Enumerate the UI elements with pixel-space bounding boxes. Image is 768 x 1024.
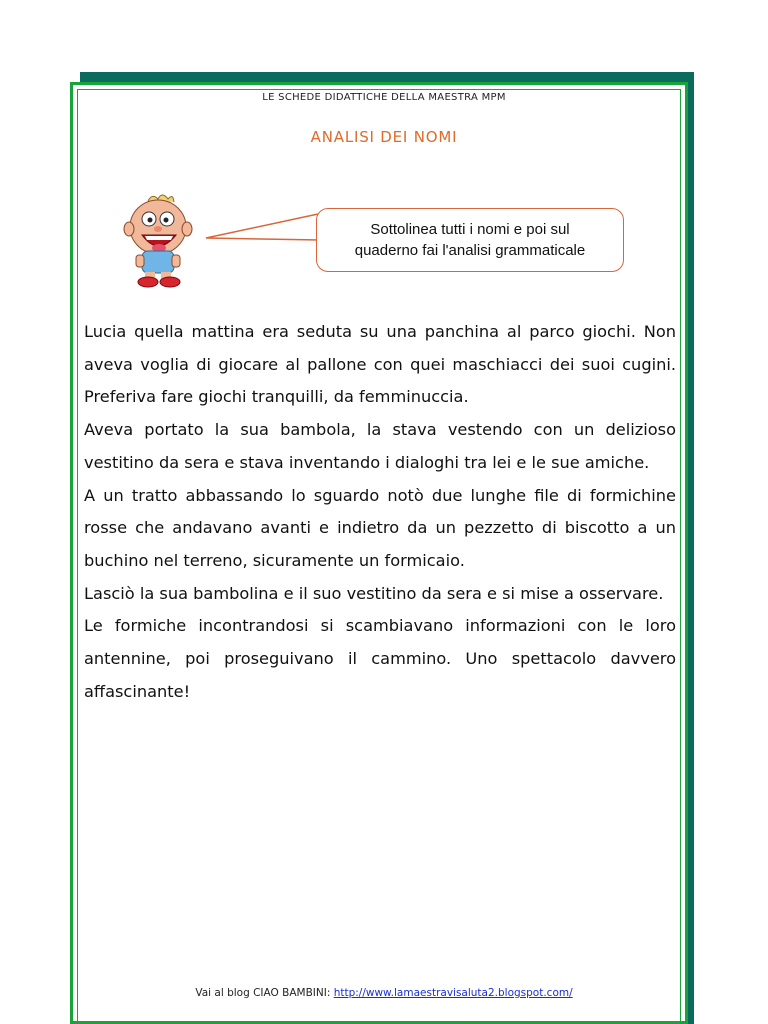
instruction-line-1: Sottolinea tutti i nomi e poi sul xyxy=(370,221,570,238)
blog-link[interactable]: http://www.lamaestravisaluta2.blogspot.com/ xyxy=(333,987,573,999)
story-paragraph: Aveva portato la sua bambola, la stava vestendo con un delizioso vestitino da sera e stava inventando i dialoghi tra lei e le sue amiche. xyxy=(84,420,676,472)
page-title: ANALISI DEI NOMI xyxy=(310,128,458,146)
story-paragraph: A un tratto abbassando lo sguardo notò due lunghe file di formichine rosse che andavano avanti e indietro da un pezzetto di biscotto a un buchino nel terreno, sicuramente un formicaio. xyxy=(84,485,676,570)
speech-bubble xyxy=(316,208,624,272)
instruction-line-2: quaderno fai l'analisi grammaticale xyxy=(354,242,586,259)
speech-bubble-tail xyxy=(204,210,324,250)
story-paragraph: Lasciò la sua bambolina e il suo vestitino da sera e si mise a osservare. xyxy=(84,583,664,603)
footer-prefix: Vai al blog CIAO BAMBINI: xyxy=(195,987,334,999)
story-paragraph: Lucia quella mattina era seduta su una panchina al parco giochi. Non aveva voglia di giocare al pallone con quei maschiacci dei suoi cugini. Preferiva fare giochi tranquilli, da femminuccia. xyxy=(84,322,676,407)
footer xyxy=(0,987,768,999)
story-text xyxy=(84,316,676,708)
boy-mascot-illustration xyxy=(118,193,200,288)
worksheet-header: LE SCHEDE DIDATTICHE DELLA MAESTRA MPM xyxy=(262,92,506,103)
story-paragraph: Le formiche incontrandosi si scambiavano informazioni con le loro antennine, poi proseguivano il cammino. Uno spettacolo davvero affascinante! xyxy=(84,616,676,701)
